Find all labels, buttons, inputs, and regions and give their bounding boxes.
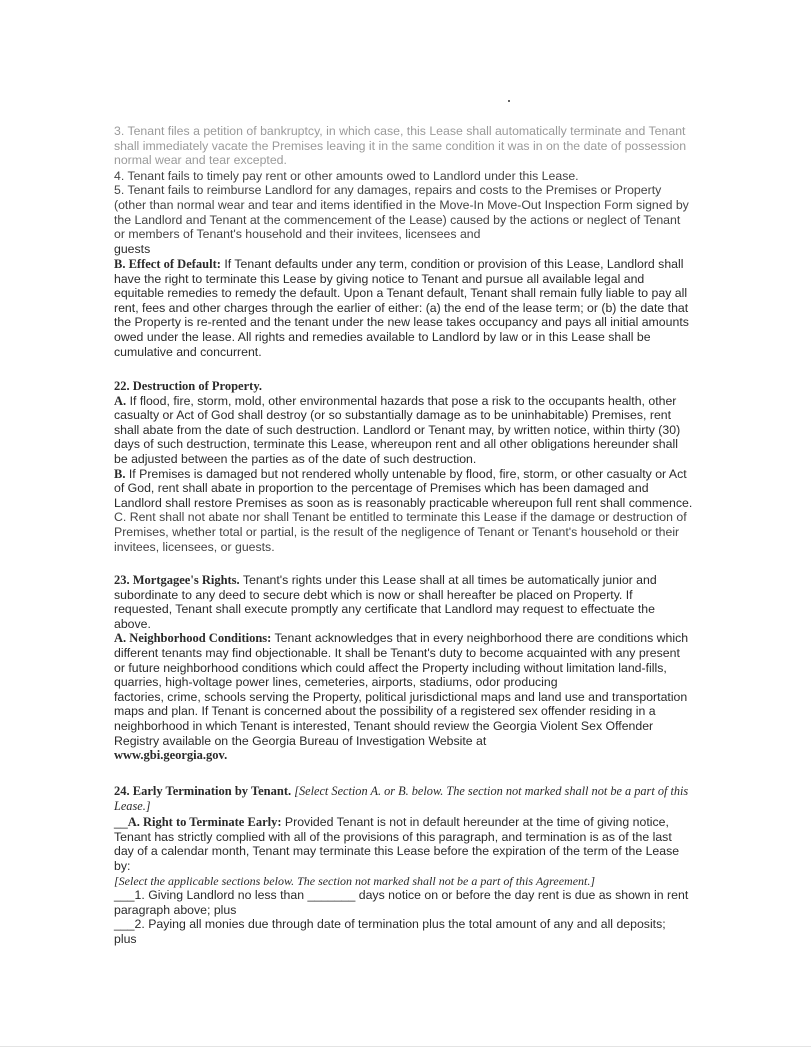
section-23-paragraph xyxy=(114,573,694,631)
section-24-item-2-line-2: plus xyxy=(114,931,137,946)
item-5-tail: guests xyxy=(114,241,151,256)
section-24-heading-note: [Select Section A. or B. below. The section not marked shall not be a part of this Lease.] xyxy=(114,784,689,813)
section-24-a-text: Provided Tenant is not in default hereunder at the time of giving notice, Tenant has strictly complied with all of the provisions of this paragraph, and termination is as of the last day of a calendar month, Tenant may terminate this Lease before the expiration of the term of the Lease by: xyxy=(114,815,680,873)
section-22-b-label: B. xyxy=(114,466,126,481)
item-3-line-3: normal wear and tear excepted. xyxy=(114,153,287,168)
section-23 xyxy=(114,573,694,763)
section-24-item-1-line-2: paragraph above; plus xyxy=(114,902,237,917)
section-24-a xyxy=(114,815,694,873)
item-4: 4. Tenant fails to timely pay rent or other amounts owed to Landlord under this Lease. xyxy=(114,168,579,183)
default-items xyxy=(114,124,694,256)
section-22-b xyxy=(114,467,694,511)
section-24 xyxy=(114,784,694,947)
item-3-line-2: shall immediately vacate the Premises leaving it in the same condition it was in on the date of possession xyxy=(114,138,687,153)
section-22 xyxy=(114,379,694,554)
item-3-line-1: 3. Tenant files a petition of bankruptcy, in which case, this Lease shall automatically terminate and Tenant xyxy=(114,124,686,138)
effect-of-default-label: B. Effect of Default: xyxy=(114,257,221,271)
speck xyxy=(508,100,510,102)
neighborhood-conditions-label: A. Neighborhood Conditions: xyxy=(114,631,272,646)
section-24-a-label: A. Right to Terminate Early: xyxy=(127,815,282,830)
neighborhood-conditions-1 xyxy=(114,631,694,689)
section-22-b-text: If Premises is damaged but not rendered wholly untenable by flood, fire, storm, or other casualty or Act of God, rent shall abate in proportion to the percentage of Premises which has been damaged and Landlord shall restore Premises as soon as is reasonably practicable whereupon full rent shall commence. xyxy=(114,466,693,510)
item-5: 5. Tenant fails to reimburse Landlord for any damages, repairs and costs to the Premises or Property (other than normal wear and tear and items identified in the Move-In Move-Out Inspection Form signed by the Landlord and Tenant at the commencement of the Lease) caused by the actions or neglect of Tenant or members of Tenant's household and their invitees, licensees and xyxy=(114,183,689,242)
section-23-heading: 23. Mortgagee's Rights. xyxy=(114,573,240,587)
section-24-item-2-line-1: ___2. Paying all monies due through date of termination plus the total amount of any and all deposits; xyxy=(114,917,666,932)
section-24-a-blank: __ xyxy=(114,815,128,830)
effect-of-default-text: If Tenant defaults under any term, condition or provision of this Lease, Landlord shall have the right to terminate this Lease by giving notice to Tenant and pursue all available legal and equitable remedies to remedy the default. Upon a Tenant default, Tenant shall remain fully liable to pay all rent, fees and other charges through the earlier of either: (a) the end of the lease term; or (b) the date that the Property is re-rented and the tenant under the new lease takes occupancy and pays all initial amounts owed under the lease. All rights and remedies available to Landlord by law or in this Lease shall be cumulative and concurrent. xyxy=(114,257,689,359)
section-22-a xyxy=(114,394,694,467)
neighborhood-conditions-text-1: Tenant acknowledges that in every neighborhood there are conditions which different tenants may find objectionable. It shall be Tenant's duty to become acquainted with any present or future neighborhood conditions which could affect the Property including without limitation land-fills, quarries, high-voltage power lines, cemeteries, airports, stadiums, odor producing xyxy=(114,631,689,690)
section-22-a-label: A. xyxy=(114,393,127,408)
section-24-item-1-line-1: ___1. Giving Landlord no less than _______ days notice on or before the day rent is due as shown in rent xyxy=(114,888,689,903)
section-24-heading: 24. Early Termination by Tenant. xyxy=(114,784,292,798)
effect-of-default xyxy=(114,257,694,359)
gbi-website: www.gbi.georgia.gov. xyxy=(114,748,228,763)
section-22-a-text: If flood, fire, storm, mold, other environmental hazards that pose a risk to the occupants health, other casualty or Act of God shall destroy (or so substantially damage as to be uninhabitable) Premises, rent shall abate from the date of such destruction. Landlord or Tenant may, by written notice, within thirty (30) days of such destruction, terminate this Lease, whereupon rent and all other obligations hereunder shall be adjusted between the parties as of the date of such destruction. xyxy=(114,393,681,466)
section-23-text: Tenant's rights under this Lease shall at all times be automatically junior and subordinate to any deed to secure debt which is now or shall hereafter be placed on Property. If requested, Tenant shall execute promptly any certificate that Landlord may request to effectuate the above. xyxy=(114,573,657,631)
section-22-heading: 22. Destruction of Property. xyxy=(114,379,263,393)
section-24-heading-line xyxy=(114,784,694,813)
section-22-c: C. Rent shall not abate nor shall Tenant be entitled to terminate this Lease if the damage or destruction of Premises, whether total or partial, is the result of the negligence of Tenant or Tenant's household or their invitees, licensees, or guests. xyxy=(114,510,687,554)
neighborhood-conditions-2: factories, crime, schools serving the Property, political jurisdictional maps and land use and transportation maps and plan. If Tenant is concerned about the possibility of a registered sex offender residing in a neighborhood in which Tenant is interested, Tenant should review the Georgia Violent Sex Offender Registry available on the Georgia Bureau of Investigation Website at xyxy=(114,689,688,748)
section-24-select-note: [Select the applicable sections below. The section not marked shall not be a part of this Agreement.] xyxy=(114,873,596,888)
page-bottom-edge xyxy=(0,1046,811,1047)
effect-of-default-paragraph xyxy=(114,257,694,359)
